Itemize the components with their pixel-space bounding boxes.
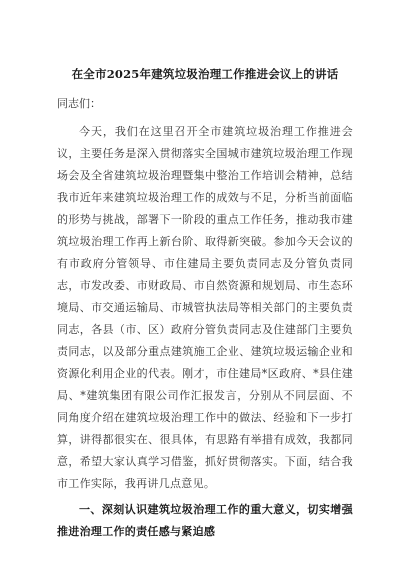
document-title: 在全市2025年建筑垃圾治理工作推进会议上的讲话 [71, 67, 339, 81]
salutation: 同志们： [57, 97, 101, 110]
body-paragraph: 今天，我们在这里召开全市建筑垃圾治理工作推进会议，主要任务是深入贯彻落实全国城市建筑垃圾治理工作现场会及全省建筑垃圾治理暨集中整治工作培训会精神，总结我市近年来建筑垃圾治理工作的成效与不足，分析当前面临的形势与挑战，部署下一阶段的重点工作任务，推动我市建筑垃圾治理工作再上新台阶、取得新突破。参加今天会议的有市政府分管领导、市住建局主要负责同志及分管负责同志，市发改委、市财政局、市自然资源和规划局、市生态环境局、市交通运输局、市城管执法局等相关部门的主要负责同志，各县（市、区）政府分管负责同志及住建部门主要负责同志，以及部分重点建筑施工企业、建筑垃圾运输企业和资源化利用企业的代表。刚才，市住建局*区政府、*县住建局、*建筑集团有限公司作汇报发言，分别从不同层面、不同角度介绍在建筑垃圾治理工作中的做法、经验和下一步打算，讲得都很实在、很具体，有思路有举措有成效，我都同意，希望大家认真学习借鉴，抓好贯彻落实。下面，结合我市工作实际，我再讲几点意见。 [57, 125, 353, 490]
section-heading: 一、深刻认识建筑垃圾治理工作的重大意义，切实增强推进治理工作的责任感与紧迫感 [57, 503, 353, 538]
